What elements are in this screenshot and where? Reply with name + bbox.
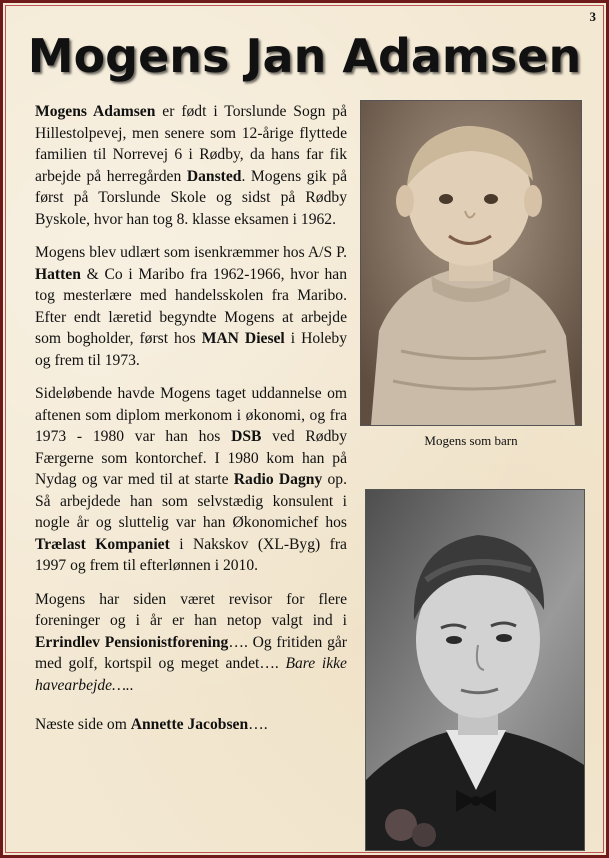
company-bold: MAN Diesel [201, 330, 285, 347]
paragraph-next-page [35, 714, 347, 736]
article-body [35, 101, 347, 748]
text-run: i Nakskov (XL-Byg) fra 1997 og frem til efterlønnen i 2010. [35, 535, 347, 574]
association-bold: Errindlev Pensionistforening [35, 633, 229, 651]
name-bold: Mogens Adamsen [35, 103, 156, 120]
next-person-bold: Annette Jacobsen [130, 716, 249, 733]
child-photo [360, 100, 582, 426]
page-title: Mogens Jan Adamsen [27, 29, 582, 83]
company-bold: DSB [231, 428, 262, 445]
teen-photo [365, 489, 585, 851]
text-run: Mogens har siden været revisor for flere foreninger og i år er han netop valgt ind i [35, 590, 347, 629]
text-run: ved Rødby Færgerne som kontorchef. I 1980 kom han på Nydag og var med til at starte [35, 428, 347, 488]
teen-portrait-icon [366, 490, 584, 850]
place-bold: Dansted [186, 167, 242, 185]
company-bold: Trælast Kompaniet [35, 535, 170, 553]
text-run: …. Og fritiden går med golf, kortspil og meget andet…. [35, 633, 347, 672]
paragraph-present [35, 589, 347, 697]
text-run: op. Så arbejdede han som selvstædig konsulent i nogle år og sluttelig var han Økonomichef hos [35, 471, 348, 531]
paragraph-apprenticeship [35, 242, 347, 371]
child-photo-caption: Mogens som barn [424, 433, 518, 448]
page-number: 3 [589, 9, 596, 24]
company-bold: Hatten [35, 265, 81, 283]
italic-remark: Bare ikke havearbejde….. [35, 655, 347, 694]
text-run: er født i Torslunde Sogn på Hillestolpevej, men senere som 12-årige flyttede familien til Norrevej 6 i Rødby, da hans far fik arbejde på herregården [35, 103, 347, 185]
text-run: & Co i Maribo fra 1962-1966, hvor han tog mesterlære med handelsskolen fra Maribo. Efter endt læretid begyndte Mogens at arbejde som bogholder, først hos [35, 265, 347, 347]
text-run: Mogens blev udlært som isenkræmmer hos A/S P. [35, 244, 347, 261]
text-run: Sideløbende havde Mogens taget uddannelse om aftenen som diplom merkonom i økonomi, og fra 1973 - 1980 var han hos [35, 385, 347, 445]
child-portrait-icon [361, 101, 581, 425]
text-run: i Holeby og frem til 1973. [35, 330, 347, 369]
text-run: …. [248, 716, 268, 733]
company-bold: Radio Dagny [233, 471, 323, 488]
text-run: . Mogens gik på først på Torslunde Skole og sidst på Rødby Byskole, hvor han tog 8. klasse eksamen i 1962. [35, 167, 348, 228]
paragraph-childhood [35, 101, 347, 230]
paragraph-career [35, 383, 347, 577]
text-run: Næste side om [35, 716, 131, 733]
